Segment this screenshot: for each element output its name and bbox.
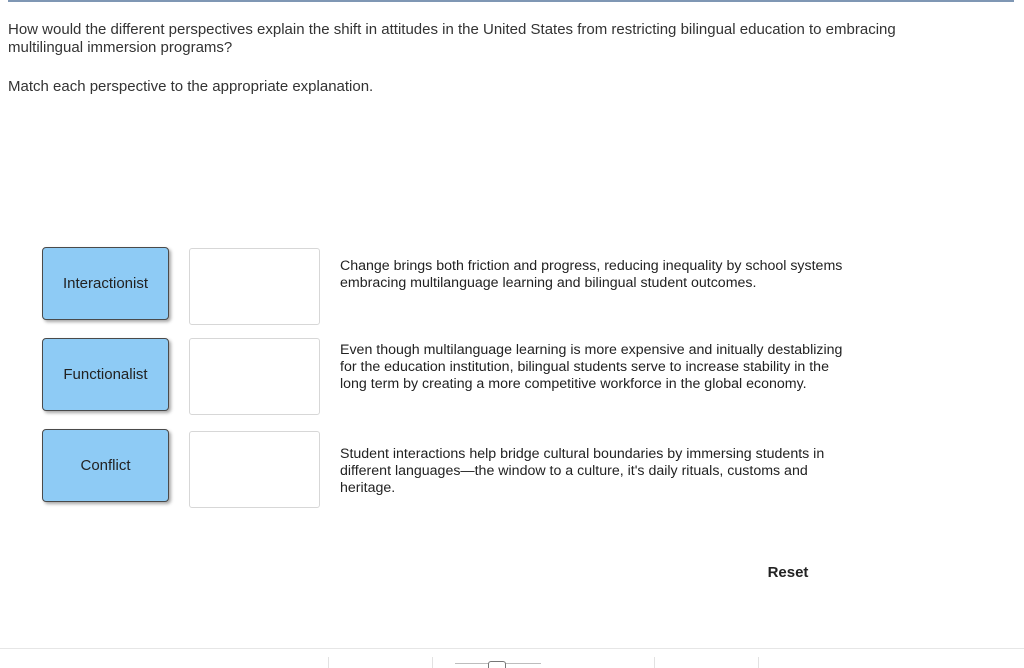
top-divider: [8, 0, 1014, 2]
question-text: How would the different perspectives explain the shift in attitudes in the United States from restricting bilingual education to embracing multilingual immersion programs?: [8, 21, 896, 56]
drop-target-1[interactable]: [189, 248, 320, 325]
explanation-2: Even though multilanguage learning is more expensive and initually destablizing for the education institution, bilingual students serve to increase stability in the long term by creating a more competitive workforce in the global economy.: [340, 342, 843, 393]
tile-label: Conflict: [80, 457, 131, 474]
drop-target-3[interactable]: [189, 431, 320, 508]
tile-conflict[interactable]: [42, 429, 169, 502]
drop-target-2[interactable]: [189, 338, 320, 415]
explanation-1: Change brings both friction and progress, reducing inequality by school systems embracing multilanguage learning and bilingual student outcomes.: [340, 258, 843, 292]
instruction-text: Match each perspective to the appropriate explanation.: [8, 78, 374, 95]
bottom-toolbar: [0, 648, 1024, 668]
tile-functionalist[interactable]: [42, 338, 169, 411]
tile-label: Interactionist: [62, 275, 149, 292]
toolbar-divider: [758, 657, 759, 668]
toolbar-divider: [432, 657, 433, 668]
tile-label: Functionalist: [63, 366, 148, 383]
reset-button[interactable]: Reset: [760, 562, 816, 582]
tile-interactionist[interactable]: [42, 247, 169, 320]
toolbar-divider: [328, 657, 329, 668]
explanation-3: Student interactions help bridge cultural boundaries by immersing students in different languages—the window to a culture, it's daily rituals, customs and heritage.: [340, 446, 825, 497]
toolbar-tool-icon[interactable]: [488, 661, 506, 668]
toolbar-divider: [654, 657, 655, 668]
